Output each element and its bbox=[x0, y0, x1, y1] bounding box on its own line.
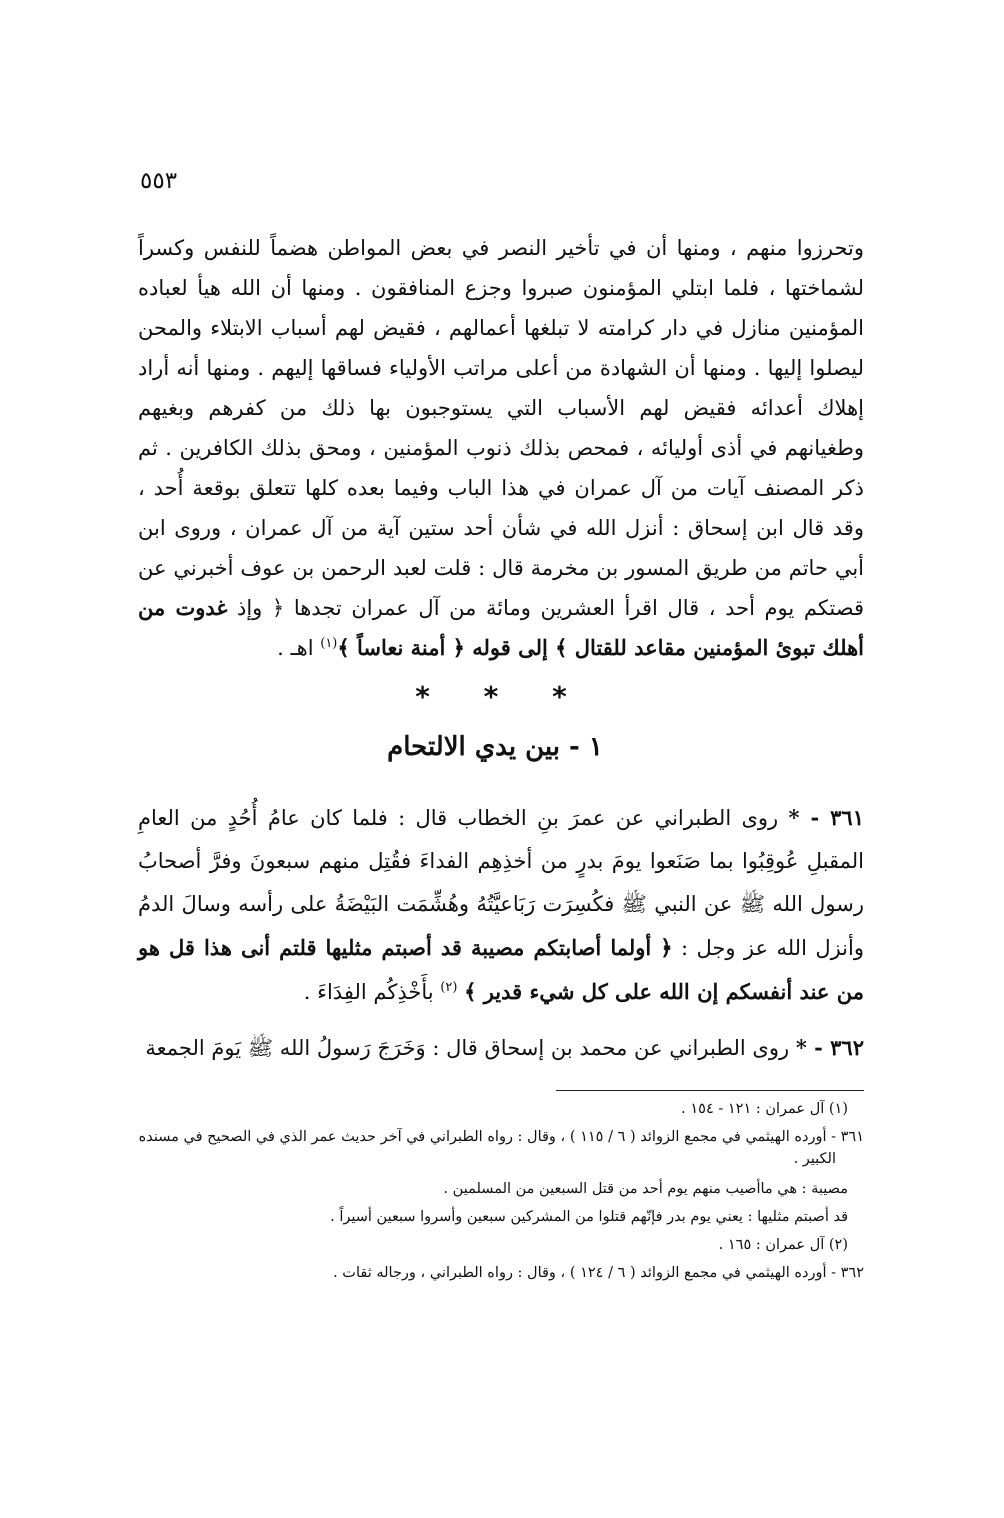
footnotes bbox=[138, 1098, 864, 1292]
footnote-ref-2: (٢) bbox=[440, 980, 458, 995]
footnote-361: ٣٦١ - أورده الهيثمي في مجمع الزوائد ( ٦ / ١١٥ ) ، وقال : رواه الطبراني في آخر حديث عمر الذي في الصحيح في مسنده الكبير . bbox=[138, 1129, 864, 1167]
section-heading: ١ - بين يدي الالتحام bbox=[387, 732, 603, 762]
hadith-number: ٣٦٢ - * bbox=[795, 1035, 864, 1060]
hadith-number: ٣٦١ - * bbox=[788, 805, 864, 830]
quran-verse: ﴿ أولما أصابتكم مصيبة قد أصبتم مثليها قلتم أنى هذا قل هو من عند أنفسكم إن الله على كل شيء قدير ﴾ bbox=[138, 935, 864, 1004]
section-separator: * * * bbox=[415, 680, 589, 713]
footnote-362: ٣٦٢ - أورده الهيثمي في مجمع الزوائد ( ٦ / ١٢٤ ) ، وقال : رواه الطبراني ، ورجاله ثقات . bbox=[333, 1265, 864, 1281]
main-commentary bbox=[138, 228, 864, 668]
commentary-text: وتحرزوا منهم ، ومنها أن في تأخير النصر في بعض المواطن هضماً للنفس وكسراً لشماختها ، فلما ابتلي المؤمنون صبروا وجزع المنافقون . ومنها أن الله هيأ لعباده المؤمنين منازل في دار كرامته لا تبلغها أعمالهم ، فقيض لهم أسباب الابتلاء والمحن ليصلوا إليها . ومنها أن الشهادة من أعلى مراتب الأولياء فساقها إليهم . ومنها أنه أراد إهلاك أعدائه فقيض لهم الأسباب التي يستوجبون بها ذلك من كفرهم وبغيهم وطغيانهم في أذى أوليائه ، فمحص بذلك ذنوب المؤمنين ، ومحق بذلك الكافرين . ثم ذكر المصنف آيات من آل عمران في هذا الباب وفيما بعده كلها تتعلق بوقعة أُحد ، وقد قال ابن إسحاق : أنزل الله في شأن أحد ستين آية من آل عمران ، وروى ابن أبي حاتم من طريق المسور بن مخرمة قال : قلت لعبد الرحمن بن عوف أخبرني عن قصتكم يوم أحد ، قال اقرأ العشرين ومائة من آل عمران تجدها ﴿ وإذ bbox=[138, 236, 864, 620]
quran-verse: غدوت من أهلك تبوئ المؤمنين مقاعد للقتال ﴾ إلى قوله ﴿ أمنة نعاساً ﴾ bbox=[138, 595, 864, 660]
hadith-362 bbox=[138, 1026, 864, 1070]
footnote-gloss-1: مصيبة : هي ماأصيب منهم يوم أحد من قتل السبعين من المسلمين . bbox=[443, 1181, 848, 1197]
hadith-text: روى الطبراني عن عمرَ بنِ الخطاب قال : فلما كان عامُ أُحُدٍ من العامِ المقبلِ عُوقِبُوا بما صَنَعوا يومَ بدرٍ من أخذِهِم الفداءَ فقُتِل منهم سبعونَ وفرَّ أصحابُ رسول الله ﷺ عن النبي ﷺ فكُسِرَت رَبَاعيَّتُهُ وهُشِّمَت البَيْضَةُ على رأسه وسالَ الدمُ وأنزل الله عز وجل : bbox=[138, 806, 864, 960]
footnote-1: (١) آل عمران : ١٢١ - ١٥٤ . bbox=[681, 1101, 848, 1117]
hadith-ending: بأَخْذِكُم الفِدَاءَ . bbox=[303, 980, 441, 1004]
commentary-ending: اهـ . bbox=[277, 636, 321, 660]
footnote-divider bbox=[556, 1090, 864, 1091]
footnote-gloss-2: قد أصبتم مثليها : يعني يوم بدر فإنّهم قتلوا من المشركين سبعين وأسروا سبعين أسيراً . bbox=[330, 1209, 848, 1225]
commentary-paragraph bbox=[138, 228, 864, 668]
footnote-ref-1: (١) bbox=[320, 636, 338, 651]
footnote-2: (٢) آل عمران : ١٦٥ . bbox=[718, 1237, 848, 1253]
page-number: ٥٥٣ bbox=[140, 168, 178, 194]
hadith-361 bbox=[138, 796, 864, 1014]
hadith-text: روى الطبراني عن محمد بن إسحاق قال : وَخَرَجَ رَسولُ الله ﷺ يَومَ الجمعة bbox=[145, 1036, 796, 1060]
